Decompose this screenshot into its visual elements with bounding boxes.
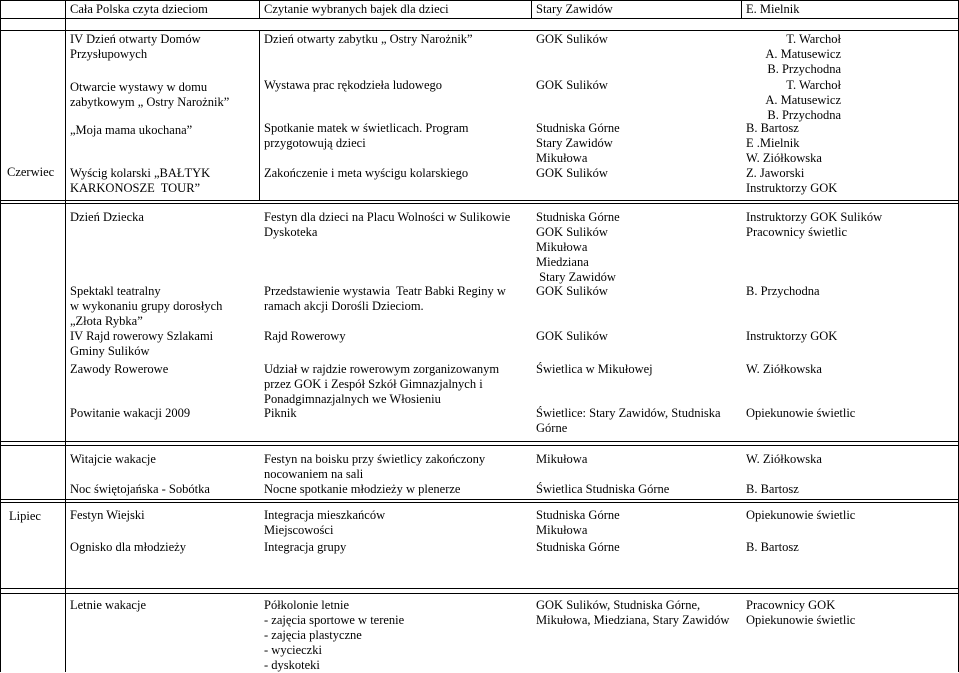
top-row-place: Stary Zawidów (536, 2, 613, 16)
table-border (0, 30, 959, 31)
event-description: Dzień otwarty zabytku „ Ostry Narożnik” (264, 32, 473, 46)
event-place: GOK Sulików (536, 78, 608, 92)
event-name: Witajcie wakacje (70, 452, 156, 466)
event-description: Festyn dla dzieci na Placu Wolności w Sulikowie Dyskoteka (264, 210, 511, 239)
table-border (741, 0, 742, 18)
event-name: „Moja mama ukochana” (70, 123, 193, 137)
event-description: Przedstawienie wystawia Teatr Babki Reginy w ramach akcji Dorośli Dzieciom. (264, 284, 506, 313)
event-name: Festyn Wiejski (70, 508, 145, 522)
table-border (0, 203, 959, 204)
event-name: Noc świętojańska - Sobótka (70, 482, 210, 496)
event-place: Świetlice: Stary Zawidów, Studniska Górne (536, 406, 721, 435)
table-border (0, 18, 959, 19)
event-place: GOK Sulików (536, 32, 608, 46)
table-border (0, 499, 959, 500)
table-border (0, 441, 959, 442)
event-name: IV Rajd rowerowy Szlakami Gminy Sulików (70, 329, 214, 358)
top-row-event: Cała Polska czyta dzieciom (70, 2, 208, 16)
table-border (65, 0, 66, 672)
event-responsible: B. Bartosz (746, 482, 799, 496)
event-responsible: B. Przychodna (746, 284, 820, 298)
month-label-czerwiec: Czerwiec (7, 165, 55, 179)
table-border (259, 30, 260, 200)
event-place: Studniska Górne Mikułowa (536, 508, 620, 537)
event-name: Otwarcie wystawy w domu zabytkowym „ Ostry Narożnik” (70, 80, 230, 109)
event-responsible: Instruktorzy GOK (746, 329, 838, 343)
event-responsible: W. Ziółkowska (746, 362, 822, 376)
top-row-description: Czytanie wybranych bajek dla dzieci (264, 2, 449, 16)
event-name: Letnie wakacje (70, 598, 146, 612)
table-border (0, 445, 959, 446)
event-responsible: Z. Jaworski Instruktorzy GOK (746, 166, 838, 195)
event-name: IV Dzień otwarty Domów Przysłupowych (70, 32, 201, 61)
event-description: Spotkanie matek w świetlicach. Program przygotowują dzieci (264, 121, 469, 150)
event-description: Nocne spotkanie młodzieży w plenerze (264, 482, 461, 496)
table-border (0, 0, 959, 1)
table-border (531, 0, 532, 18)
event-responsible: Instruktorzy GOK Sulików Pracownicy świetlic (746, 210, 883, 239)
month-label-lipiec: Lipiec (9, 509, 41, 523)
event-description: Integracja mieszkańców Miejscowości (264, 508, 386, 537)
event-responsible: B. Bartosz E .Mielnik W. Ziółkowska (746, 121, 822, 165)
event-description: Integracja grupy (264, 540, 347, 554)
event-name: Dzień Dziecka (70, 210, 144, 224)
table-border (0, 593, 959, 594)
table-border (0, 588, 959, 589)
event-responsible: T. Warchoł A. Matusewicz B. Przychodna (765, 78, 841, 122)
event-name: Spektakl teatralny w wykonaniu grupy dorosłych „Złota Rybka” (70, 284, 223, 328)
event-responsible: B. Bartosz (746, 540, 799, 554)
table-border (0, 0, 1, 672)
event-description: Festyn na boisku przy świetlicy zakończony nocowaniem na sali (264, 452, 486, 481)
event-description: Udział w rajdzie rowerowym zorganizowanym przez GOK i Zespół Szkół Gimnazjalnych i Ponadgimnazjalnych we Włosieniu (264, 362, 500, 406)
event-description: Półkolonie letnie - zajęcia sportowe w terenie - zajęcia plastyczne - wycieczki - dyskoteki (264, 598, 405, 672)
event-responsible: Pracownicy GOK Opiekunowie świetlic (746, 598, 856, 627)
event-description: Piknik (264, 406, 297, 420)
event-responsible: W. Ziółkowska (746, 452, 822, 466)
event-place: GOK Sulików (536, 284, 608, 298)
event-name: Ognisko dla młodzieży (70, 540, 186, 554)
event-place: Studniska Górne GOK Sulików Mikułowa Miedziana Stary Zawidów (536, 210, 620, 284)
event-responsible: T. Warchoł A. Matusewicz B. Przychodna (765, 32, 841, 76)
event-description: Zakończenie i meta wyścigu kolarskiego (264, 166, 469, 180)
event-place: Studniska Górne (536, 540, 620, 554)
event-name: Wyścig kolarski „BAŁTYK KARKONOSZE TOUR” (70, 166, 211, 195)
event-name: Powitanie wakacji 2009 (70, 406, 191, 420)
event-place: Świetlica w Mikułowej (536, 362, 653, 376)
event-place: GOK Sulików (536, 166, 608, 180)
event-place: GOK Sulików (536, 329, 608, 343)
table-border (259, 0, 260, 18)
top-row-responsible: E. Mielnik (746, 2, 800, 16)
event-place: GOK Sulików, Studniska Górne, Mikułowa, Miedziana, Stary Zawidów (536, 598, 730, 627)
event-responsible: Opiekunowie świetlic (746, 406, 856, 420)
table-border (0, 200, 959, 201)
event-place: Studniska Górne Stary Zawidów Mikułowa (536, 121, 620, 165)
event-responsible: Opiekunowie świetlic (746, 508, 856, 522)
table-border (0, 502, 959, 503)
event-place: Świetlica Studniska Górne (536, 482, 670, 496)
event-name: Zawody Rowerowe (70, 362, 169, 376)
event-description: Wystawa prac rękodzieła ludowego (264, 78, 442, 92)
event-description: Rajd Rowerowy (264, 329, 346, 343)
event-place: Mikułowa (536, 452, 588, 466)
